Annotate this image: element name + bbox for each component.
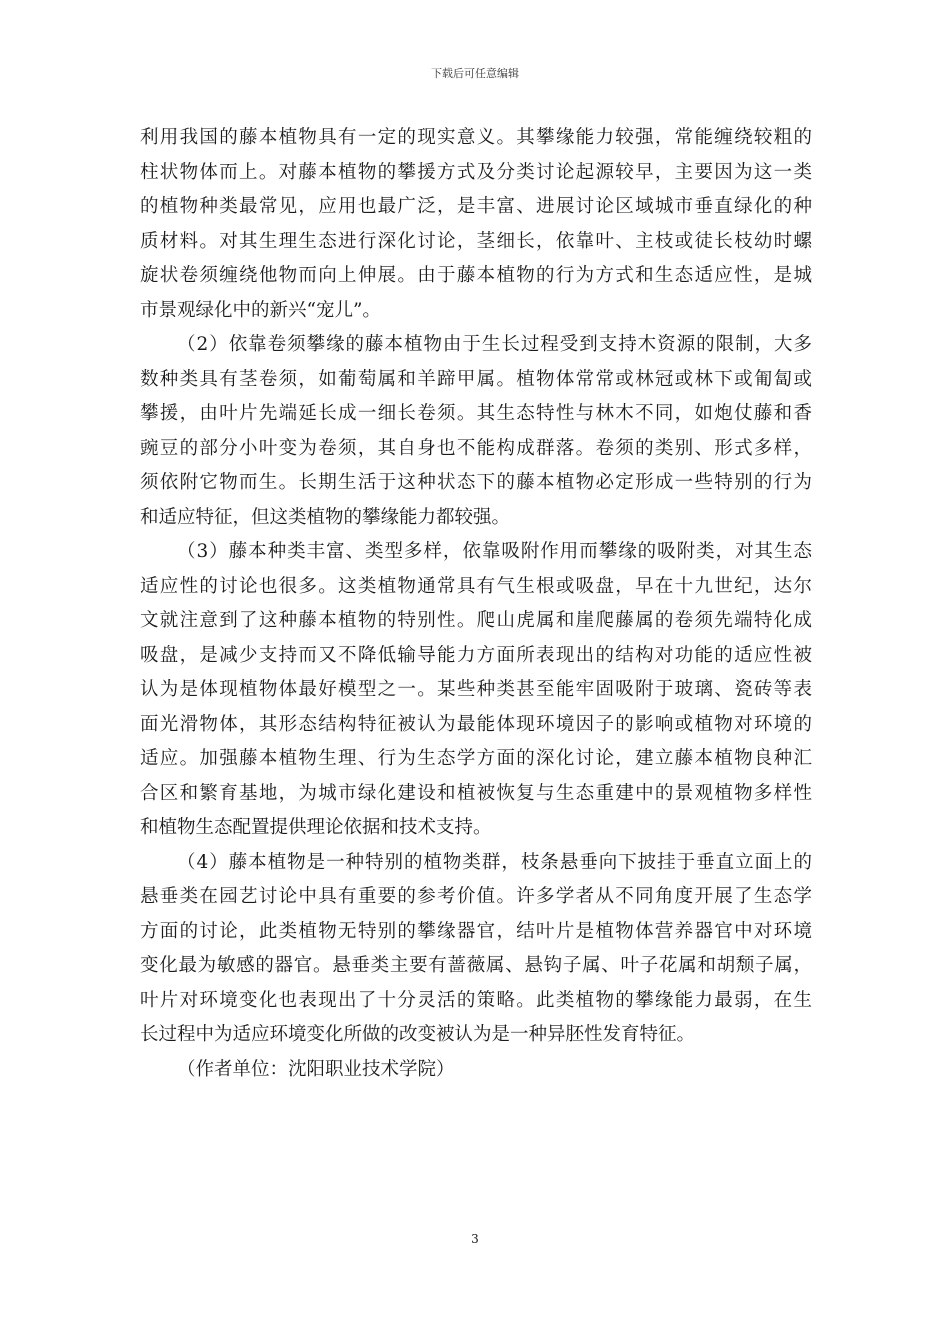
- text-line: 和适应特征，但这类植物的攀缘能力都较强。: [140, 506, 511, 528]
- text-line: 豌豆的部分小叶变为卷须，其自身也不能构成群落。卷须的类别、形式多样，: [140, 437, 812, 459]
- page-header: 下载后可任意编辑: [431, 67, 519, 80]
- text-line: 文就注意到了这种藤本植物的特别性。爬山虎属和崖爬藤属的卷须先端特化成: [140, 610, 812, 631]
- author-affiliation: [140, 1053, 812, 1088]
- text-line: 长过程中为适应环境变化所做的改变被认为是一种异胚性发育特征。: [140, 1024, 696, 1045]
- paragraph-continued: [140, 121, 812, 328]
- text-line: 旋状卷须缠绕他物而向上伸展。由于藤本植物的行为方式和生态适应性，是城: [140, 265, 812, 286]
- text-line: 悬垂类在园艺讨论中具有重要的参考价值。许多学者从不同角度开展了生态学: [140, 886, 812, 907]
- text-line: 质材料。对其生理生态进行深化讨论，茎细长，依靠叶、主枝或徒长枝幼时螺: [140, 230, 812, 252]
- text-line: （3）藤本种类丰富、类型多样，依靠吸附作用而攀缘的吸附类，对其生态: [177, 541, 812, 562]
- text-line: 柱状物体而上。对藤本植物的攀援方式及分类讨论起源较早，主要因为这一类: [140, 161, 812, 183]
- text-line: （作者单位：沈阳职业技术学院）: [177, 1058, 455, 1080]
- page-number: 3: [471, 1232, 479, 1246]
- text-line: （4）藤本植物是一种特别的植物类群，枝条悬垂向下披挂于垂直立面上的: [177, 851, 812, 873]
- text-line: 适应性的讨论也很多。这类植物通常具有气生根或吸盘，早在十九世纪，达尔: [140, 575, 812, 597]
- text-line: 市景观绿化中的新兴“宠儿”。: [140, 299, 381, 321]
- text-line: 适应。加强藤本植物生理、行为生态学方面的深化讨论，建立藤本植物良种汇: [140, 748, 812, 769]
- text-line: 叶片对环境变化也表现出了十分灵活的策略。此类植物的攀缘能力最弱，在生: [140, 989, 812, 1011]
- text-line: （2）依靠卷须攀缘的藤本植物由于生长过程受到支持木资源的限制，大多: [177, 334, 812, 355]
- text-line: 攀援，由叶片先端延长成一细长卷须。其生态特性与林木不同，如炮仗藤和香: [140, 403, 812, 424]
- text-line: 面光滑物体，其形态结构特征被认为最能体现环境因子的影响或植物对环境的: [140, 713, 812, 735]
- paragraph-3: [140, 535, 812, 846]
- text-line: 吸盘，是减少支持而又不降低输导能力方面所表现出的结构对功能的适应性被: [140, 644, 812, 666]
- text-line: 的植物种类最常见，应用也最广泛，是丰富、进展讨论区域城市垂直绿化的种: [140, 196, 812, 217]
- text-line: 变化最为敏感的器官。悬垂类主要有蔷薇属、悬钩子属、叶子花属和胡颓子属，: [140, 955, 812, 976]
- paragraph-4: [140, 846, 812, 1053]
- paragraph-2: [140, 328, 812, 535]
- text-line: 和植物生态配置提供理论依据和技术支持。: [140, 817, 492, 838]
- text-line: 合区和繁育基地，为城市绿化建设和植被恢复与生态重建中的景观植物多样性: [140, 782, 812, 804]
- document-body: [140, 121, 812, 1087]
- text-line: 认为是体现植物体最好模型之一。某些种类甚至能牢固吸附于玻璃、瓷砖等表: [140, 679, 812, 700]
- text-line: 数种类具有茎卷须，如葡萄属和羊蹄甲属。植物体常常或林冠或林下或匍匐或: [140, 368, 812, 390]
- text-line: 利用我国的藤本植物具有一定的现实意义。其攀缘能力较强，常能缠绕较粗的: [140, 127, 812, 148]
- text-line: 须依附它物而生。长期生活于这种状态下的藤本植物必定形成一些特别的行为: [140, 472, 812, 493]
- text-line: 方面的讨论，此类植物无特别的攀缘器官，结叶片是植物体营养器官中对环境: [140, 920, 812, 942]
